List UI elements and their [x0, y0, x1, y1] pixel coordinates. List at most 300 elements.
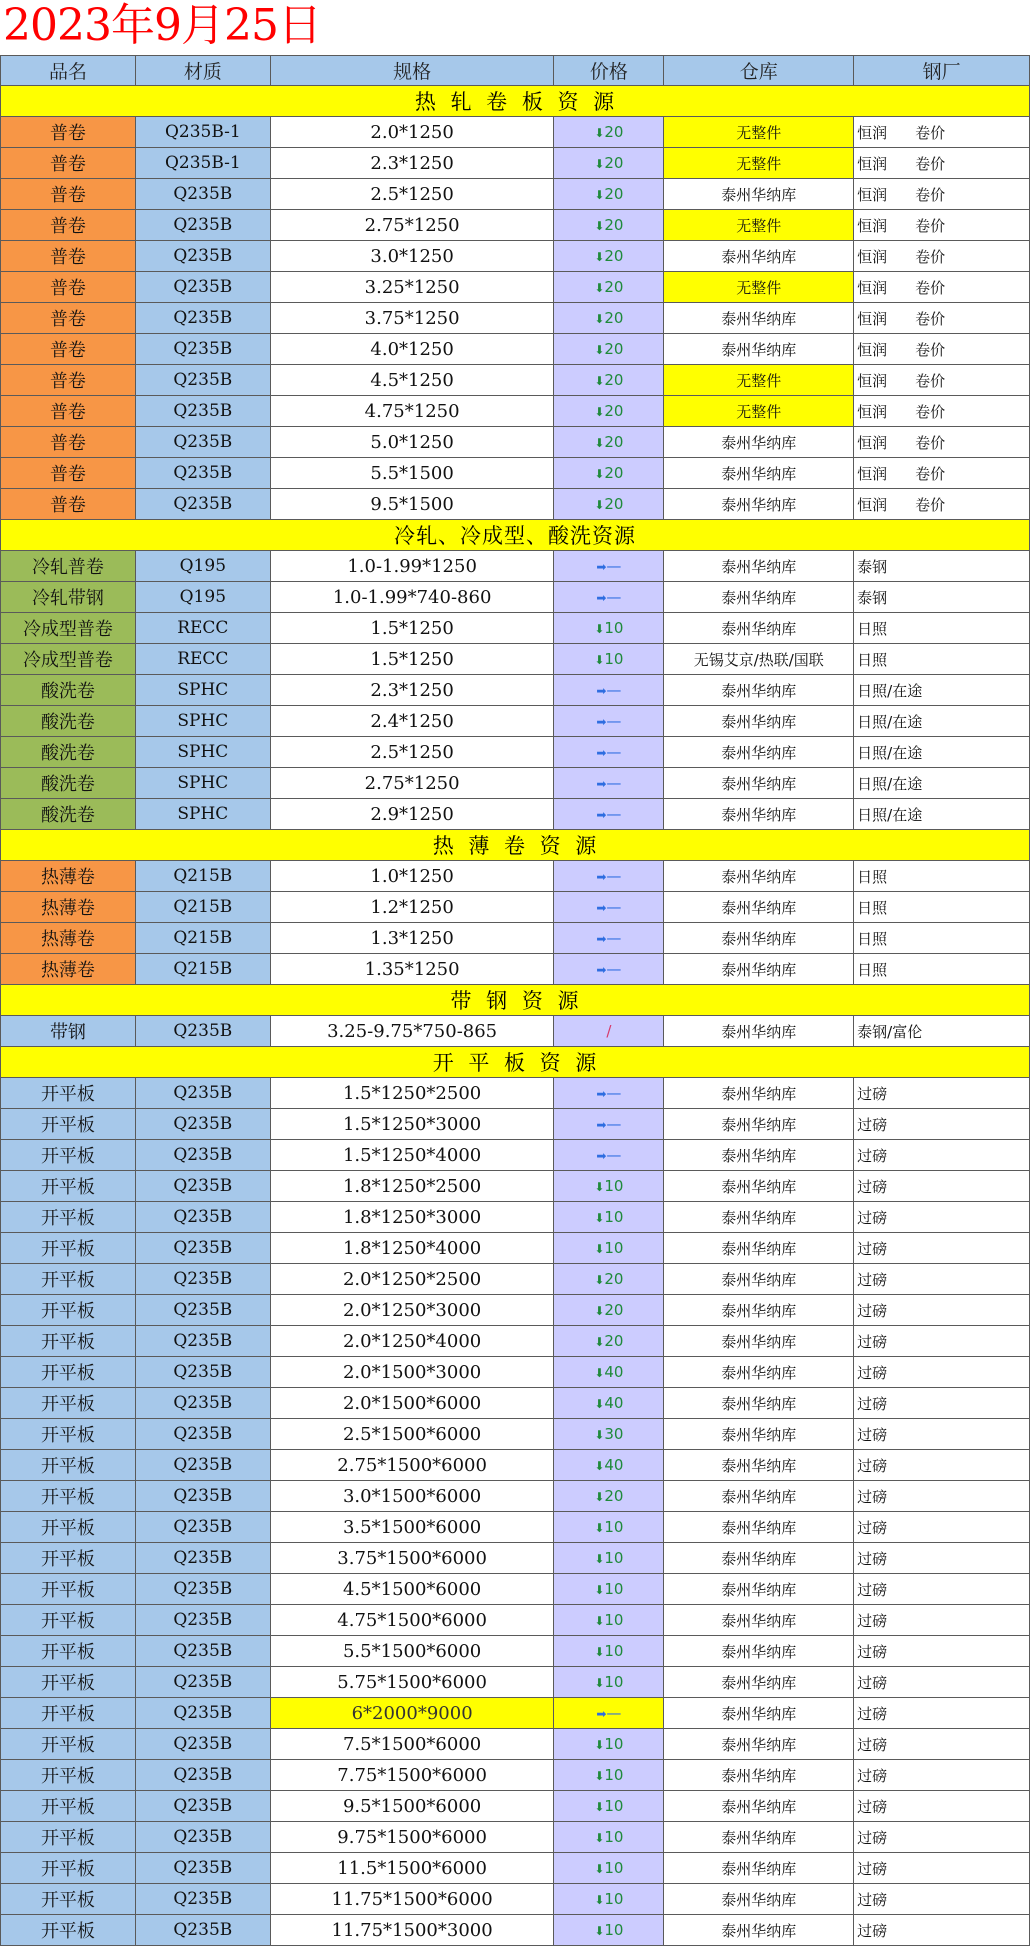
table-row	[1, 1388, 1030, 1419]
price-value: 20	[604, 278, 624, 296]
price-cell	[554, 1698, 664, 1729]
mill-name: 过磅	[857, 1921, 888, 1940]
price-value: /	[606, 1022, 612, 1040]
price-cell	[554, 1016, 664, 1047]
mill-name: 恒润	[857, 402, 888, 421]
spec-cell: 2.4*1250	[270, 706, 554, 737]
warehouse-cell: 泰州华纳库	[664, 489, 854, 520]
material-cell: Q235B	[135, 1078, 270, 1109]
mill-cell	[854, 954, 1030, 985]
price-value: 20	[604, 1332, 624, 1350]
warehouse-cell: 泰州华纳库	[664, 1419, 854, 1450]
price-cell	[554, 737, 664, 768]
table-row	[1, 272, 1030, 303]
mill-name: 日照/在途	[857, 712, 923, 731]
product-name-cell: 普卷	[1, 210, 136, 241]
mill-cell	[854, 1016, 1030, 1047]
material-cell: Q215B	[135, 892, 270, 923]
price-value: 10	[604, 1208, 624, 1226]
warehouse-cell: 泰州华纳库	[664, 1543, 854, 1574]
product-name-cell: 冷轧带钢	[1, 582, 136, 613]
mill-name: 恒润	[857, 278, 888, 297]
mill-name: 过磅	[857, 1735, 888, 1754]
price-cell	[554, 582, 664, 613]
price-cell	[554, 1357, 664, 1388]
mill-cell	[854, 1388, 1030, 1419]
price-cell	[554, 768, 664, 799]
mill-cell	[854, 1884, 1030, 1915]
table-row	[1, 954, 1030, 985]
price-cell	[554, 427, 664, 458]
material-cell: Q235B	[135, 1326, 270, 1357]
price-cell	[554, 365, 664, 396]
product-name-cell: 开平板	[1, 1264, 136, 1295]
material-cell: Q235B	[135, 1667, 270, 1698]
spec-cell: 2.0*1250	[270, 117, 554, 148]
down-arrow-icon: ⬇	[594, 1645, 605, 1659]
material-cell: Q235B	[135, 303, 270, 334]
mill-cell	[854, 1574, 1030, 1605]
product-name-cell: 开平板	[1, 1915, 136, 1946]
price-cell	[554, 179, 664, 210]
mill-cell	[854, 737, 1030, 768]
spec-cell: 3.0*1250	[270, 241, 554, 272]
product-name-cell: 开平板	[1, 1109, 136, 1140]
mill-name: 恒润	[857, 433, 888, 452]
mill-cell	[854, 551, 1030, 582]
spec-cell: 11.75*1500*3000	[270, 1915, 554, 1946]
down-arrow-icon: ⬇	[594, 250, 605, 264]
table-row	[1, 1078, 1030, 1109]
table-row	[1, 644, 1030, 675]
price-value: 20	[604, 185, 624, 203]
price-value: 20	[604, 216, 624, 234]
mill-cell	[854, 210, 1030, 241]
spec-cell: 3.5*1500*6000	[270, 1512, 554, 1543]
price-value: 20	[604, 1487, 624, 1505]
product-name-cell: 开平板	[1, 1388, 136, 1419]
mill-name: 日照	[857, 650, 888, 669]
price-value: 10	[604, 1859, 624, 1877]
down-arrow-icon: ⬇	[594, 343, 605, 357]
price-value: 10	[604, 1549, 624, 1567]
price-cell	[554, 1078, 664, 1109]
product-name-cell: 普卷	[1, 396, 136, 427]
mill-cell	[854, 365, 1030, 396]
right-arrow-icon: ➡	[596, 1149, 607, 1163]
price-value: 20	[604, 340, 624, 358]
mill-cell	[854, 1233, 1030, 1264]
material-cell: Q235B	[135, 179, 270, 210]
down-arrow-icon: ⬇	[594, 374, 605, 388]
product-name-cell: 热薄卷	[1, 954, 136, 985]
mill-cell	[854, 1915, 1030, 1946]
spec-cell: 11.75*1500*6000	[270, 1884, 554, 1915]
down-arrow-icon: ⬇	[594, 498, 605, 512]
mill-note: 卷价	[915, 216, 946, 235]
down-arrow-icon: ⬇	[594, 622, 605, 636]
mill-name: 过磅	[857, 1828, 888, 1847]
mill-cell	[854, 1171, 1030, 1202]
header-product-name: 品名	[1, 56, 136, 86]
material-cell: Q215B	[135, 923, 270, 954]
price-value: —	[606, 557, 622, 575]
warehouse-cell: 泰州华纳库	[664, 1760, 854, 1791]
table-row	[1, 1202, 1030, 1233]
price-cell	[554, 117, 664, 148]
down-arrow-icon: ⬇	[594, 1583, 605, 1597]
table-row	[1, 458, 1030, 489]
warehouse-cell: 泰州华纳库	[664, 1295, 854, 1326]
price-value: 10	[604, 1766, 624, 1784]
warehouse-cell: 泰州华纳库	[664, 706, 854, 737]
section-header-row	[1, 520, 1030, 551]
product-name-cell: 开平板	[1, 1140, 136, 1171]
spec-cell: 5.5*1500	[270, 458, 554, 489]
price-cell	[554, 272, 664, 303]
product-name-cell: 开平板	[1, 1574, 136, 1605]
table-row	[1, 365, 1030, 396]
mill-cell	[854, 241, 1030, 272]
product-name-cell: 普卷	[1, 334, 136, 365]
mill-name: 过磅	[857, 1859, 888, 1878]
spec-cell: 4.0*1250	[270, 334, 554, 365]
warehouse-cell: 泰州华纳库	[664, 737, 854, 768]
table-row	[1, 1915, 1030, 1946]
price-value: —	[606, 588, 622, 606]
warehouse-cell: 泰州华纳库	[664, 768, 854, 799]
material-cell: Q235B	[135, 365, 270, 396]
price-value: 10	[604, 1673, 624, 1691]
spec-cell: 1.0*1250	[270, 861, 554, 892]
table-row	[1, 241, 1030, 272]
price-value: 20	[604, 464, 624, 482]
product-name-cell: 开平板	[1, 1543, 136, 1574]
price-table	[0, 55, 1030, 1946]
mill-cell	[854, 334, 1030, 365]
material-cell: Q235B	[135, 1512, 270, 1543]
right-arrow-icon: ➡	[596, 808, 607, 822]
material-cell: Q235B	[135, 1450, 270, 1481]
spec-cell: 3.0*1500*6000	[270, 1481, 554, 1512]
warehouse-cell: 泰州华纳库	[664, 1667, 854, 1698]
price-value: 10	[604, 1735, 624, 1753]
warehouse-cell: 无整件	[664, 148, 854, 179]
down-arrow-icon: ⬇	[594, 1521, 605, 1535]
table-row	[1, 1822, 1030, 1853]
header-mill: 钢厂	[854, 56, 1030, 86]
spec-cell: 3.75*1500*6000	[270, 1543, 554, 1574]
spec-cell: 2.5*1250	[270, 737, 554, 768]
material-cell: Q235B	[135, 1109, 270, 1140]
section-header-row	[1, 830, 1030, 861]
product-name-cell: 普卷	[1, 427, 136, 458]
mill-cell	[854, 1791, 1030, 1822]
down-arrow-icon: ⬇	[594, 1893, 605, 1907]
mill-name: 恒润	[857, 340, 888, 359]
price-value: 20	[604, 1301, 624, 1319]
price-cell	[554, 1760, 664, 1791]
price-value: —	[606, 805, 622, 823]
price-cell	[554, 923, 664, 954]
mill-name: 过磅	[857, 1611, 888, 1630]
section-title: 热 轧 卷 板 资 源	[1, 86, 1030, 117]
product-name-cell: 普卷	[1, 489, 136, 520]
price-cell	[554, 1295, 664, 1326]
spec-cell: 1.8*1250*4000	[270, 1233, 554, 1264]
right-arrow-icon: ➡	[596, 1707, 607, 1721]
mill-name: 过磅	[857, 1766, 888, 1785]
mill-name: 恒润	[857, 495, 888, 514]
price-value: —	[606, 681, 622, 699]
mill-cell	[854, 1326, 1030, 1357]
material-cell: Q235B	[135, 458, 270, 489]
price-cell	[554, 1853, 664, 1884]
warehouse-cell: 泰州华纳库	[664, 1326, 854, 1357]
material-cell: Q235B	[135, 1264, 270, 1295]
material-cell: RECC	[135, 644, 270, 675]
product-name-cell: 普卷	[1, 117, 136, 148]
price-value: 20	[604, 433, 624, 451]
right-arrow-icon: ➡	[596, 1087, 607, 1101]
material-cell: Q235B	[135, 1822, 270, 1853]
spec-cell: 1.0-1.99*1250	[270, 551, 554, 582]
mill-cell	[854, 1605, 1030, 1636]
material-cell: Q235B	[135, 1605, 270, 1636]
price-cell	[554, 1822, 664, 1853]
table-row	[1, 334, 1030, 365]
product-name-cell: 普卷	[1, 241, 136, 272]
mill-note: 卷价	[915, 247, 946, 266]
table-row	[1, 675, 1030, 706]
product-name-cell: 冷轧普卷	[1, 551, 136, 582]
mill-cell	[854, 1667, 1030, 1698]
down-arrow-icon: ⬇	[594, 1242, 605, 1256]
material-cell: Q235B	[135, 427, 270, 458]
product-name-cell: 普卷	[1, 148, 136, 179]
material-cell: Q235B	[135, 1295, 270, 1326]
mill-note: 卷价	[915, 371, 946, 390]
table-row	[1, 396, 1030, 427]
down-arrow-icon: ⬇	[594, 1769, 605, 1783]
spec-cell: 6*2000*9000	[270, 1698, 554, 1729]
product-name-cell: 开平板	[1, 1171, 136, 1202]
table-row	[1, 427, 1030, 458]
spec-cell: 3.25-9.75*750-865	[270, 1016, 554, 1047]
price-cell	[554, 303, 664, 334]
down-arrow-icon: ⬇	[594, 1459, 605, 1473]
price-value: 20	[604, 247, 624, 265]
table-row	[1, 1636, 1030, 1667]
price-cell	[554, 1512, 664, 1543]
mill-cell	[854, 1450, 1030, 1481]
price-cell	[554, 1636, 664, 1667]
table-row	[1, 1450, 1030, 1481]
spec-cell: 2.5*1250	[270, 179, 554, 210]
material-cell: Q235B	[135, 241, 270, 272]
material-cell: Q235B	[135, 334, 270, 365]
mill-note: 卷价	[915, 433, 946, 452]
down-arrow-icon: ⬇	[594, 1738, 605, 1752]
mill-name: 过磅	[857, 1487, 888, 1506]
down-arrow-icon: ⬇	[594, 1180, 605, 1194]
warehouse-cell: 泰州华纳库	[664, 582, 854, 613]
down-arrow-icon: ⬇	[594, 312, 605, 326]
price-value: —	[606, 960, 622, 978]
product-name-cell: 冷成型普卷	[1, 644, 136, 675]
spec-cell: 5.0*1250	[270, 427, 554, 458]
mill-cell	[854, 892, 1030, 923]
down-arrow-icon: ⬇	[594, 1800, 605, 1814]
spec-cell: 7.75*1500*6000	[270, 1760, 554, 1791]
price-value: 10	[604, 1797, 624, 1815]
warehouse-cell: 泰州华纳库	[664, 1109, 854, 1140]
mill-note: 卷价	[915, 495, 946, 514]
mill-cell	[854, 675, 1030, 706]
header-material: 材质	[135, 56, 270, 86]
spec-cell: 1.5*1250*2500	[270, 1078, 554, 1109]
section-header-row	[1, 1047, 1030, 1078]
price-cell	[554, 613, 664, 644]
product-name-cell: 酸洗卷	[1, 768, 136, 799]
material-cell: SPHC	[135, 675, 270, 706]
down-arrow-icon: ⬇	[594, 467, 605, 481]
right-arrow-icon: ➡	[596, 777, 607, 791]
material-cell: Q235B	[135, 1760, 270, 1791]
product-name-cell: 开平板	[1, 1667, 136, 1698]
table-row	[1, 1729, 1030, 1760]
material-cell: Q235B	[135, 210, 270, 241]
mill-cell	[854, 1853, 1030, 1884]
table-row	[1, 1233, 1030, 1264]
warehouse-cell: 泰州华纳库	[664, 241, 854, 272]
down-arrow-icon: ⬇	[594, 436, 605, 450]
price-value: 20	[604, 371, 624, 389]
spec-cell: 2.3*1250	[270, 148, 554, 179]
header-row	[1, 56, 1030, 86]
material-cell: Q235B	[135, 1884, 270, 1915]
mill-name: 过磅	[857, 1363, 888, 1382]
price-cell	[554, 1915, 664, 1946]
price-cell	[554, 210, 664, 241]
price-cell	[554, 241, 664, 272]
price-value: 40	[604, 1363, 624, 1381]
mill-name: 过磅	[857, 1425, 888, 1444]
warehouse-cell: 泰州华纳库	[664, 1636, 854, 1667]
down-arrow-icon: ⬇	[594, 157, 605, 171]
spec-cell: 2.5*1500*6000	[270, 1419, 554, 1450]
mill-cell	[854, 303, 1030, 334]
header-price: 价格	[554, 56, 664, 86]
mill-name: 过磅	[857, 1270, 888, 1289]
table-row	[1, 1760, 1030, 1791]
table-row	[1, 1016, 1030, 1047]
spec-cell: 2.0*1250*2500	[270, 1264, 554, 1295]
material-cell: Q235B-1	[135, 117, 270, 148]
material-cell: Q235B	[135, 1481, 270, 1512]
warehouse-cell: 泰州华纳库	[664, 1357, 854, 1388]
warehouse-cell: 泰州华纳库	[664, 1450, 854, 1481]
table-row	[1, 613, 1030, 644]
mill-note: 卷价	[915, 185, 946, 204]
warehouse-cell: 泰州华纳库	[664, 1202, 854, 1233]
spec-cell: 2.75*1250	[270, 210, 554, 241]
warehouse-cell: 泰州华纳库	[664, 1915, 854, 1946]
material-cell: SPHC	[135, 768, 270, 799]
down-arrow-icon: ⬇	[594, 1862, 605, 1876]
table-row	[1, 1481, 1030, 1512]
warehouse-cell: 泰州华纳库	[664, 1388, 854, 1419]
price-value: 10	[604, 1921, 624, 1939]
mill-name: 日照/在途	[857, 743, 923, 762]
price-value: 10	[604, 1239, 624, 1257]
product-name-cell: 开平板	[1, 1605, 136, 1636]
mill-name: 泰钢/富伦	[857, 1022, 923, 1041]
price-value: 10	[604, 1890, 624, 1908]
mill-cell	[854, 1543, 1030, 1574]
warehouse-cell: 无整件	[664, 210, 854, 241]
mill-name: 过磅	[857, 1177, 888, 1196]
mill-note: 卷价	[915, 123, 946, 142]
warehouse-cell: 泰州华纳库	[664, 1574, 854, 1605]
mill-name: 过磅	[857, 1332, 888, 1351]
product-name-cell: 开平板	[1, 1791, 136, 1822]
product-name-cell: 热薄卷	[1, 861, 136, 892]
right-arrow-icon: ➡	[596, 715, 607, 729]
warehouse-cell: 泰州华纳库	[664, 1078, 854, 1109]
section-title: 开 平 板 资 源	[1, 1047, 1030, 1078]
spec-cell: 2.0*1500*3000	[270, 1357, 554, 1388]
price-value: 40	[604, 1394, 624, 1412]
product-name-cell: 开平板	[1, 1698, 136, 1729]
price-value: 10	[604, 1642, 624, 1660]
spec-cell: 9.5*1500*6000	[270, 1791, 554, 1822]
price-cell	[554, 1574, 664, 1605]
product-name-cell: 开平板	[1, 1419, 136, 1450]
spec-cell: 7.5*1500*6000	[270, 1729, 554, 1760]
down-arrow-icon: ⬇	[594, 1428, 605, 1442]
product-name-cell: 普卷	[1, 272, 136, 303]
price-cell	[554, 458, 664, 489]
warehouse-cell: 泰州华纳库	[664, 1264, 854, 1295]
material-cell: Q235B	[135, 1140, 270, 1171]
right-arrow-icon: ➡	[596, 932, 607, 946]
product-name-cell: 开平板	[1, 1357, 136, 1388]
product-name-cell: 开平板	[1, 1853, 136, 1884]
price-cell	[554, 1171, 664, 1202]
warehouse-cell: 无锡艾京/热联/国联	[664, 644, 854, 675]
table-row	[1, 1698, 1030, 1729]
material-cell: Q235B	[135, 1233, 270, 1264]
price-cell	[554, 396, 664, 427]
mill-cell	[854, 923, 1030, 954]
warehouse-cell: 无整件	[664, 117, 854, 148]
material-cell: SPHC	[135, 737, 270, 768]
down-arrow-icon: ⬇	[594, 1924, 605, 1938]
spec-cell: 2.0*1250*3000	[270, 1295, 554, 1326]
price-cell	[554, 1605, 664, 1636]
product-name-cell: 热薄卷	[1, 923, 136, 954]
mill-name: 日照	[857, 929, 888, 948]
table-row	[1, 1574, 1030, 1605]
material-cell: Q235B	[135, 396, 270, 427]
right-arrow-icon: ➡	[596, 1118, 607, 1132]
material-cell: RECC	[135, 613, 270, 644]
warehouse-cell: 泰州华纳库	[664, 1140, 854, 1171]
material-cell: Q235B	[135, 1357, 270, 1388]
product-name-cell: 酸洗卷	[1, 675, 136, 706]
warehouse-cell: 泰州华纳库	[664, 1822, 854, 1853]
